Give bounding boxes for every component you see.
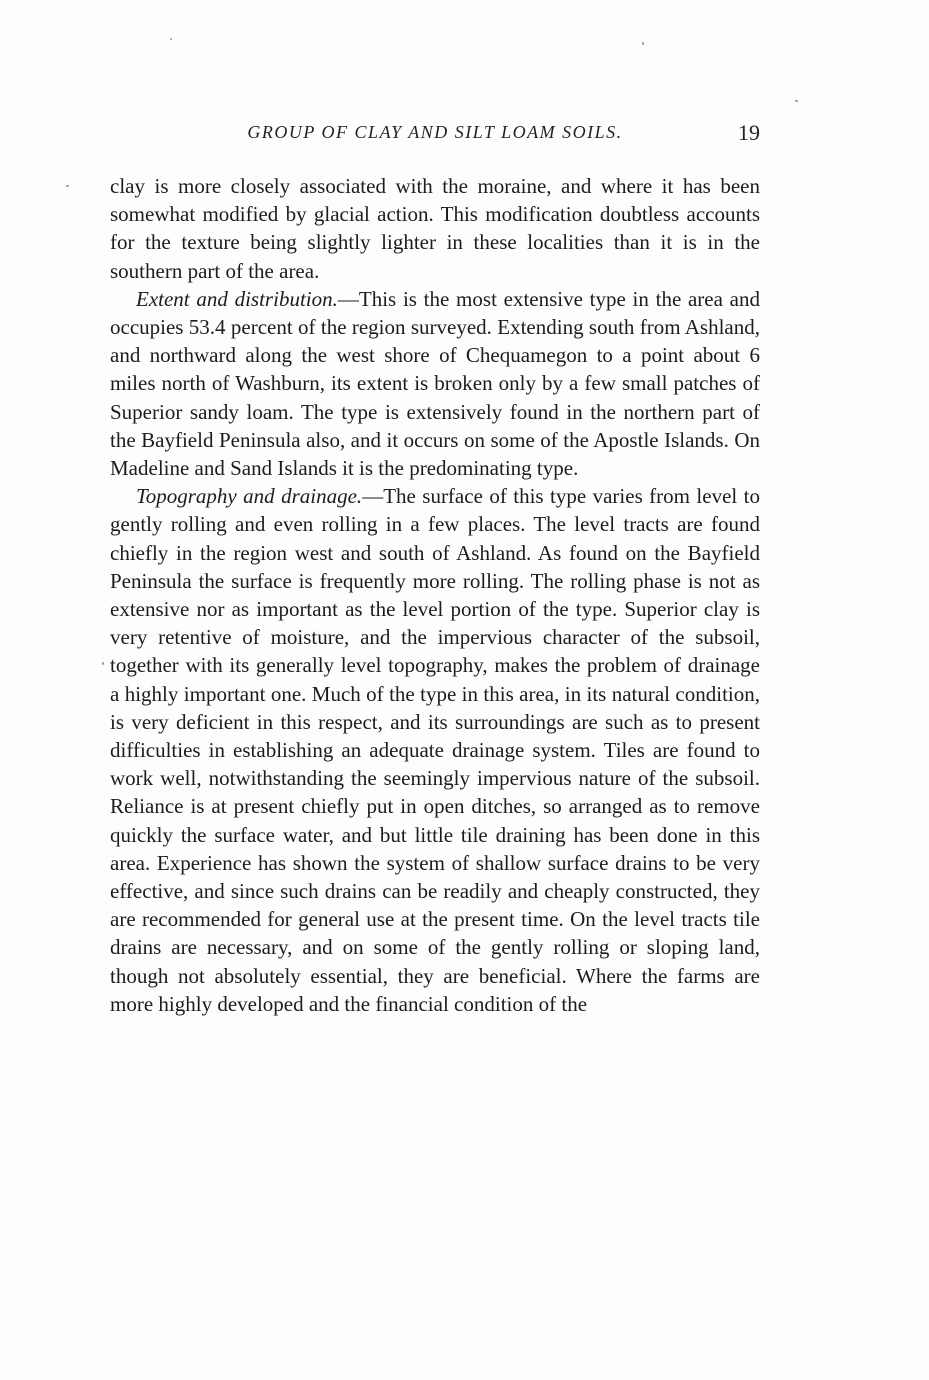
paragraph-continuation xyxy=(110,172,760,285)
running-head xyxy=(110,120,760,150)
paragraph-subhead: Topography and drainage. xyxy=(136,484,363,509)
paragraph-text: —The surface of this type varies from level to gently rolling and even rolling in a few places. The level tracts are found chiefly in the region west and south of Ashland. As found on the Bayfield Peninsula the surface is frequently more rolling. The rolling phase is not as extensive nor as important as the level portion of the type. Superior clay is very retentive of moisture, and the impervious character of the subsoil, together with its generally level topography, makes the problem of drainage a highly important one. Much of the type in this area, in its natural condition, is very deficient in this respect, and its surroundings are such as to present difficulties in establishing an adequate drainage system. Tiles are found to work well, notwithstanding the seemingly impervious nature of the subsoil. Reliance is at present chiefly put in open ditches, so arranged as to remove quickly the surface water, and but little tile draining has been done in this area. Experience has shown the system of shallow surface drains to be very effective, and since such drains can be readily and cheaply constructed, they are recommended for general use at the present time. On the level tracts tile drains are necessary, and on some of the gently rolling or sloping land, though not absolutely essential, they are beneficial. Where the farms are more highly developed and the financial condition of the xyxy=(110,484,760,1016)
paragraph-text: —This is the most extensive type in the area and occupies 53.4 percent of the region surveyed. Extending south from Ashland, and northward along the west shore of Chequamegon to a point about 6 miles north of Washburn, its extent is broken only by a few small patches of Superior sandy loam. The type is extensively found in the northern part of the Bayfield Peninsula also, and it occurs on some of the Apostle Islands. On Madeline and Sand Islands it is the predominating type. xyxy=(110,286,760,481)
scan-speck xyxy=(170,38,172,40)
paragraph-text: clay is more closely associated with the moraine, and where it has been somewhat modified by glacial action. This modification doubtless accounts for the texture being slightly lighter in these localities than it is in the southern part of the area. xyxy=(110,174,760,283)
running-title: GROUP OF CLAY AND SILT LOAM SOILS. xyxy=(247,122,623,142)
paragraph-topography-drainage xyxy=(110,482,760,1018)
body-text xyxy=(110,172,760,1018)
scan-speck xyxy=(642,42,644,45)
scan-speck xyxy=(102,662,104,665)
page-number: 19 xyxy=(738,120,760,145)
scan-speck xyxy=(66,185,69,187)
paragraph-subhead: Extent and distribution. xyxy=(136,286,338,311)
scan-speck xyxy=(795,100,798,102)
paragraph-extent-distribution xyxy=(110,285,760,482)
